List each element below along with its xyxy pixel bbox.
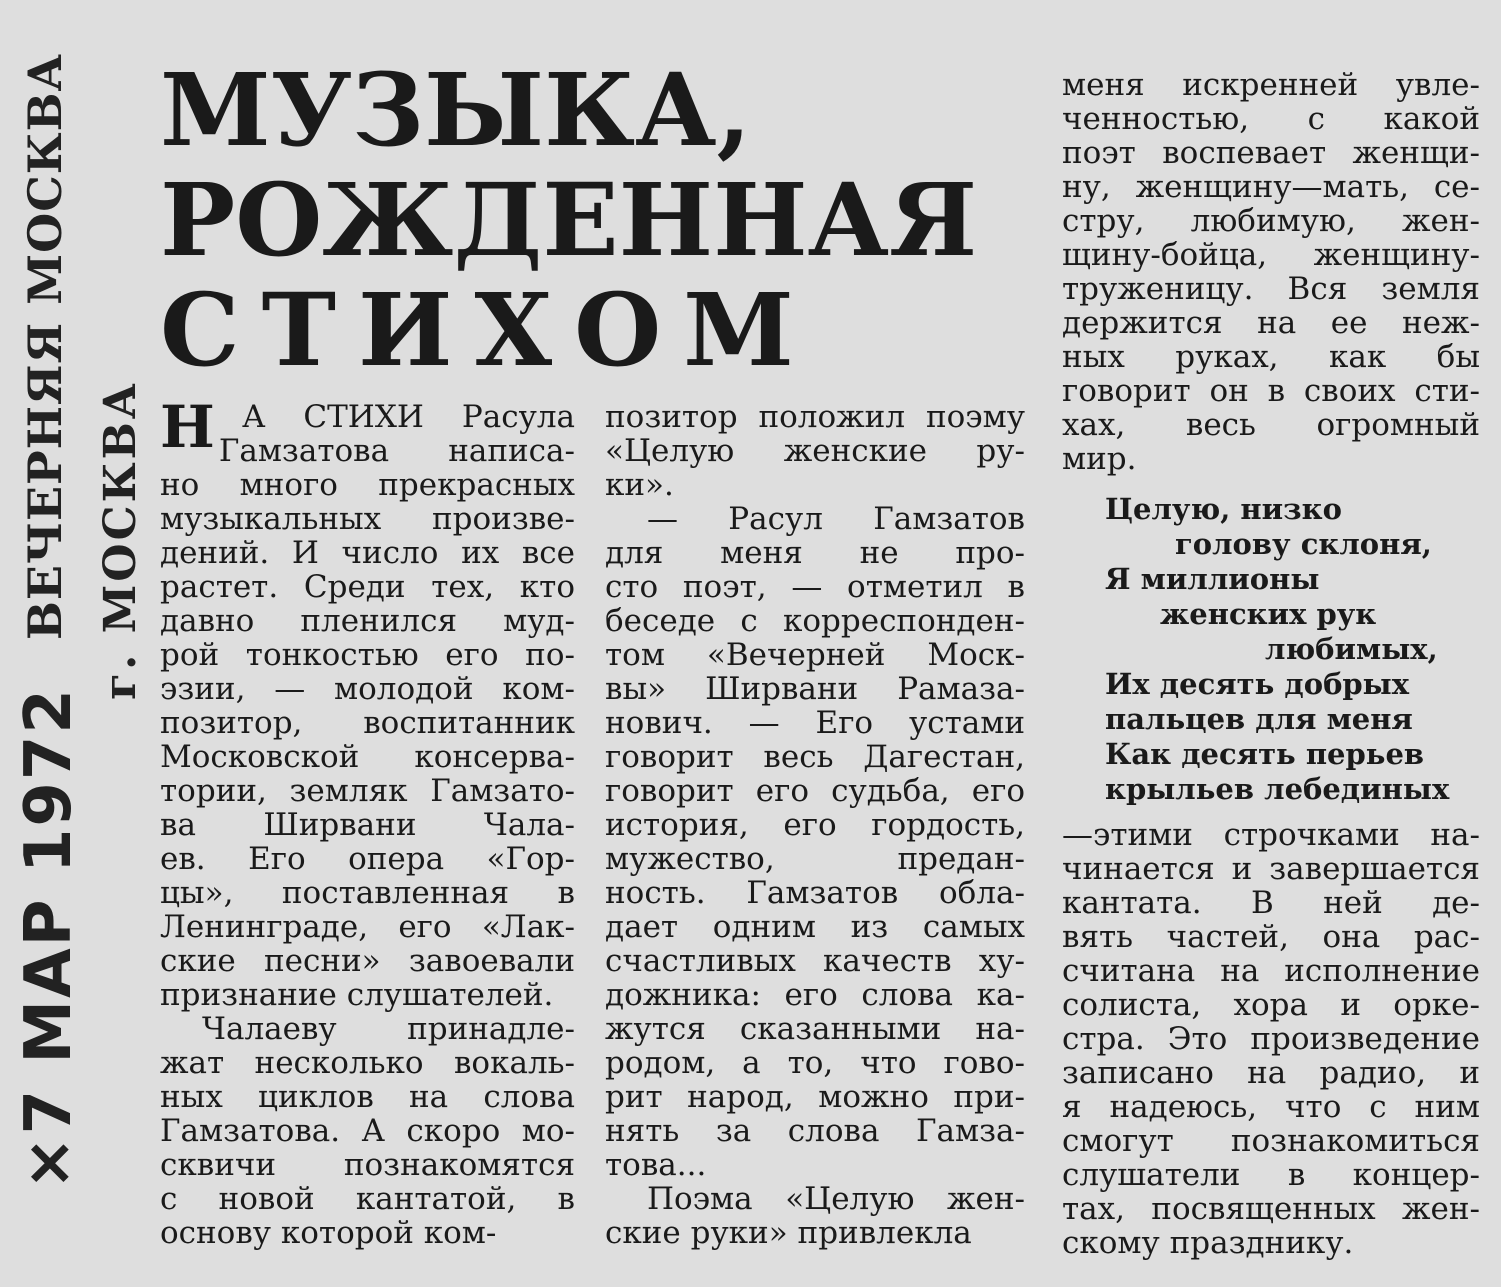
col2-line: родом, а то, что гово-	[605, 1045, 1025, 1081]
headline-line-3: СТИХОМ	[160, 271, 816, 389]
col3b-line: записано на радио, и	[1062, 1055, 1480, 1091]
headline-line-2: РОЖДЕННАЯ	[160, 161, 978, 279]
col2-line: вы» Ширвани Рамаза-	[605, 671, 1025, 707]
col1-line: ские песни» завоевали	[160, 943, 575, 979]
col3b-line: смогут познакомиться	[1062, 1123, 1480, 1159]
col3a-line: ну, женщину—мать, се-	[1062, 169, 1480, 205]
col2-line: — Расул Гамзатов	[647, 501, 1025, 537]
col1-line: Чалаеву принадле-	[202, 1011, 575, 1047]
col3a-line: меня искренней увле-	[1062, 67, 1480, 103]
poem-line: Я миллионы	[1105, 562, 1320, 596]
col1-line: Московской консерва-	[160, 739, 575, 775]
col1-line: тории, земляк Гамзато-	[160, 773, 575, 809]
col3b-line: слушатели в концер-	[1062, 1157, 1480, 1193]
poem-line: Как десять перьев	[1105, 737, 1425, 771]
col2-line: беседе с корреспонден-	[605, 603, 1025, 639]
col3b-line: я надеюсь, что с ним	[1062, 1089, 1480, 1125]
col2-line: ность. Гамзатов обла-	[605, 875, 1025, 911]
poem-line: пальцев для меня	[1105, 702, 1413, 736]
col1-line: давно пленился муд-	[160, 603, 575, 639]
poem-line: Целую, низко	[1105, 492, 1342, 526]
date-stamp: ×7 МАР 1972	[12, 687, 86, 1190]
col2-line: для меня не про-	[605, 535, 1025, 571]
col3a-line: поэт воспевает женщи-	[1062, 135, 1480, 171]
col3a-line: ченностью, с какой	[1062, 101, 1480, 137]
col3b-line: стра. Это произведение	[1062, 1021, 1480, 1057]
col2-line: позитор положил поэму	[605, 399, 1025, 435]
col1-line: ных циклов на слова	[160, 1079, 575, 1115]
col1-line: Ленинграде, его «Лак-	[160, 909, 575, 945]
col1-line: ва Ширвани Чала-	[160, 807, 575, 843]
col2-line: нять за слова Гамза-	[605, 1113, 1025, 1149]
col2-line: дает одним из самых	[605, 909, 1025, 945]
col3a-line: стру, любимую, жен-	[1062, 203, 1480, 239]
col3b-line: скому празднику.	[1062, 1225, 1354, 1261]
drop-cap: Н	[160, 393, 215, 461]
col1-line: музыкальных произве-	[160, 501, 575, 537]
newspaper-name-stamp: ВЕЧЕРНЯЯ МОСКВА	[18, 53, 72, 640]
col1-line: признание слушателей.	[160, 977, 554, 1013]
article-column-3-bottom	[1062, 818, 1480, 1260]
col2-line: говорит весь Дагестан,	[605, 739, 1025, 775]
col1-line: основу которой ком-	[160, 1215, 497, 1251]
col2-line: история, его гордость,	[605, 807, 1025, 843]
col2-line: том «Вечерней Моск-	[605, 637, 1025, 673]
col2-line: Поэма «Целую жен-	[647, 1181, 1025, 1217]
col2-line: мужество, предан-	[605, 841, 1025, 877]
col3a-line: мир.	[1062, 441, 1137, 477]
col1-line: с новой кантатой, в	[160, 1181, 575, 1217]
col3a-line: ных руках, как бы	[1062, 339, 1480, 375]
col1-line: рой тонкостью его по-	[160, 637, 575, 673]
col2-line: ские руки» привлекла	[605, 1215, 972, 1251]
col1-line: Гамзатова. А скоро мо-	[160, 1113, 575, 1149]
poem-line: любимых,	[1265, 632, 1438, 666]
headline-line-1: МУЗЫКА,	[160, 51, 752, 169]
stamp-column	[0, 0, 150, 1287]
poem-excerpt	[1105, 492, 1485, 807]
col1-line: жат несколько вокаль-	[160, 1045, 575, 1081]
col2-line: ки».	[605, 467, 674, 503]
col1-line: А СТИХИ Расула	[242, 399, 575, 435]
col3a-line: держится на ее неж-	[1062, 305, 1480, 341]
col1-line: но много прекрасных	[160, 467, 575, 503]
col2-line: «Целую женские ру-	[605, 433, 1025, 469]
poem-line: крыльев лебединых	[1105, 772, 1450, 806]
article-headline	[160, 51, 1040, 389]
col2-line: жутся сказанными на-	[605, 1011, 1025, 1047]
col2-line: дожника: его слова ка-	[605, 977, 1025, 1013]
col1-line: сквичи познакомятся	[160, 1147, 575, 1183]
article-column-2	[605, 400, 1025, 1250]
col3b-line: солиста, хора и орке-	[1062, 987, 1480, 1023]
col1-line: ев. Его опера «Гор-	[160, 841, 575, 877]
article-column-3-top	[1062, 68, 1480, 476]
col1-line: Гамзатова написа-	[218, 433, 575, 469]
col3a-line: щину-бойца, женщину-	[1062, 237, 1480, 273]
col1-line: позитор, воспитанник	[160, 705, 575, 741]
col3b-line: вять частей, она рас-	[1062, 919, 1480, 955]
col2-line: рит народ, можно при-	[605, 1079, 1025, 1115]
col3b-line: кантата. В ней де-	[1062, 885, 1480, 921]
col2-line: сто поэт, — отметил в	[605, 569, 1025, 605]
poem-line: Их десять добрых	[1105, 667, 1410, 701]
col3b-line: тах, посвященных жен-	[1062, 1191, 1480, 1227]
col3a-line: труженицу. Вся земля	[1062, 271, 1480, 307]
poem-line: голову склоня,	[1175, 527, 1432, 561]
col2-line: говорит его судьба, его	[605, 773, 1025, 809]
col3a-line: говорит он в своих сти-	[1062, 373, 1480, 409]
col1-line: цы», поставленная в	[160, 875, 575, 911]
col3a-line: хах, весь огромный	[1062, 407, 1480, 443]
col1-line: дений. И число их все	[160, 535, 575, 571]
col2-line: счастливых качеств ху-	[605, 943, 1025, 979]
col3b-line: —этими строчками на-	[1062, 817, 1480, 853]
col3b-line: чинается и завершается	[1062, 851, 1480, 887]
poem-line: женских рук	[1160, 597, 1377, 631]
col2-line: нович. — Его устами	[605, 705, 1025, 741]
col1-line: растет. Среди тех, кто	[160, 569, 575, 605]
col1-line: эзии, — молодой ком-	[160, 671, 575, 707]
col3b-line: считана на исполнение	[1062, 953, 1480, 989]
col2-line: това...	[605, 1147, 707, 1183]
city-stamp: г. МОСКВА	[95, 380, 146, 700]
article-column-1	[160, 393, 575, 1251]
